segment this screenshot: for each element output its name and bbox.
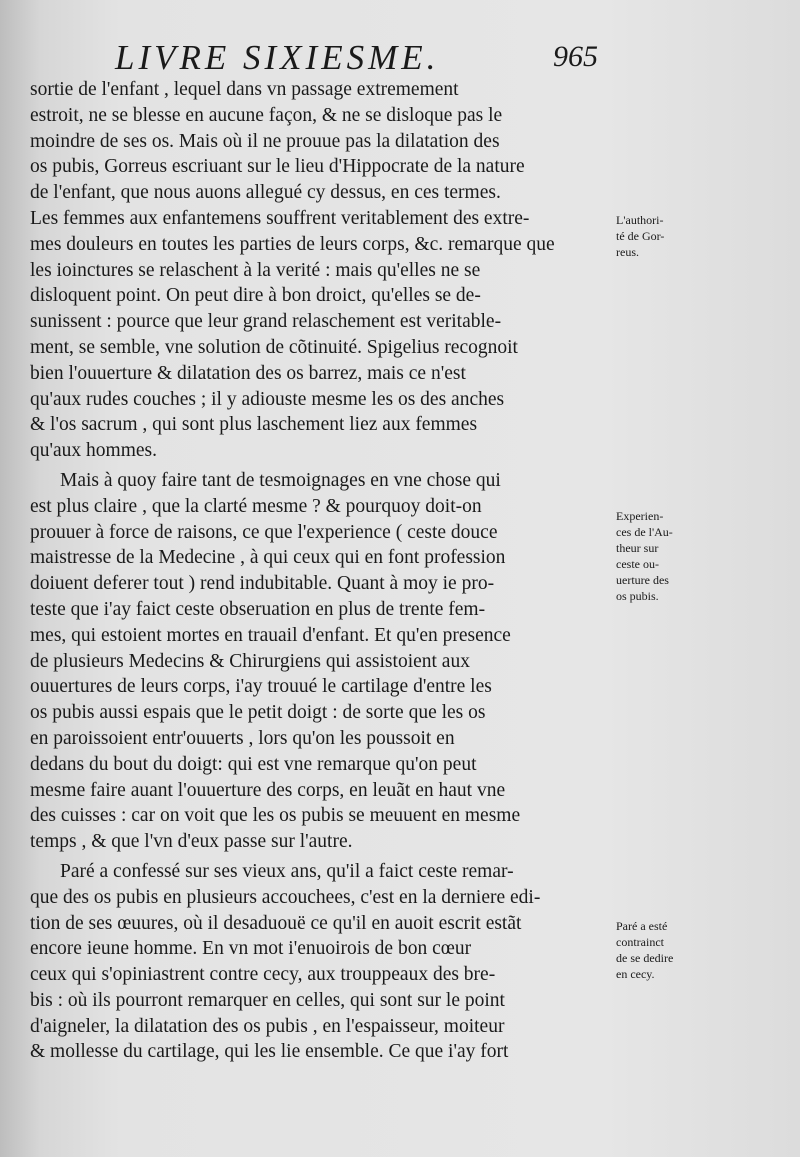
text-line: teste que i'ay faict ceste obseruation en plus de trente fem-	[30, 598, 486, 620]
text-line: moindre de ses os. Mais où il ne prouue pas la dilatation des	[30, 130, 500, 152]
margin-note-line: de se dedire	[616, 951, 674, 965]
text-line: mes douleurs en toutes les parties de leurs corps, &c. remarque que	[30, 233, 555, 255]
text-line: qu'aux hommes.	[30, 440, 157, 462]
text-line: de l'enfant, que nous auons allegué cy dessus, en ces termes.	[30, 182, 501, 204]
margin-note-line: contrainct	[616, 935, 664, 949]
text-line: disloquent point. On peut dire à bon droict, qu'elles se de-	[30, 285, 481, 307]
running-title: LIVRE SIXIESME.	[115, 38, 440, 77]
margin-note	[616, 508, 716, 604]
text-line: mes, qui estoient mortes en trauail d'enfant. Et qu'en presence	[30, 624, 511, 646]
text-line: & mollesse du cartilage, qui les lie ensemble. Ce que i'ay fort	[30, 1041, 509, 1063]
text-line: est plus claire , que la clarté mesme ? & pourquoy doit-on	[30, 495, 482, 517]
margin-note-line: té de Gor-	[616, 229, 665, 243]
text-line: qu'aux rudes couches ; il y adiouste mesme les os des anches	[30, 388, 505, 410]
text-line: os pubis, Gorreus escriuant sur le lieu d'Hippocrate de la nature	[30, 156, 525, 178]
text-line: encore ieune homme. En vn mot i'enuoirois de bon cœur	[30, 938, 472, 960]
text-line: en paroissoient entr'ouuerts , lors qu'on les poussoit en	[30, 727, 455, 749]
margin-note-line: ceste ou-	[616, 557, 659, 571]
text-line: de plusieurs Medecins & Chirurgiens qui assistoient aux	[30, 650, 470, 672]
text-line: sortie de l'enfant , lequel dans vn passage extremement	[30, 79, 459, 100]
margin-notes-column	[616, 0, 800, 1157]
margin-note-line: Paré a esté	[616, 919, 668, 933]
text-line: tion de ses œuures, où il desaduouë ce qu'il en auoit escrit estãt	[30, 912, 522, 934]
text-line: mesme faire auant l'ouuerture des corps, en leuãt en haut vne	[30, 779, 506, 801]
text-line: que des os pubis en plusieurs accouchees, c'est en la derniere edi-	[30, 886, 541, 908]
margin-note-line: reus.	[616, 245, 639, 259]
margin-note-line: theur sur	[616, 541, 659, 555]
margin-note-line: os pubis.	[616, 589, 659, 603]
margin-note-line: uerture des	[616, 573, 669, 587]
text-line: os pubis aussi espais que le petit doigt : de sorte que les os	[30, 702, 486, 724]
text-line: ment, se semble, vne solution de cõtinuité. Spigelius recognoit	[30, 336, 518, 358]
text-line: bien l'ouuerture & dilatation des os barrez, mais ce n'est	[30, 362, 466, 384]
paragraph-start-line: Mais à quoy faire tant de tesmoignages en vne chose qui	[60, 469, 501, 491]
main-text-column	[30, 77, 612, 1065]
text-line: Les femmes aux enfantemens souffrent veritablement des extre-	[30, 207, 530, 229]
margin-note	[616, 212, 716, 260]
text-line: doiuent deferer tout ) rend indubitable. Quant à moy ie pro-	[30, 573, 495, 595]
text-line: dedans du bout du doigt: qui est vne remarque qu'on peut	[30, 753, 477, 775]
margin-note-line: L'authori-	[616, 213, 664, 227]
text-line: bis : où ils pourront remarquer en celles, qui sont sur le point	[30, 989, 505, 1011]
text-line: les ioinctures se relaschent à la verité : mais qu'elles ne se	[30, 259, 481, 281]
text-line: & l'os sacrum , qui sont plus laschement liez aux femmes	[30, 414, 478, 436]
margin-note	[616, 918, 716, 982]
text-line: estroit, ne se blesse en aucune façon, & ne se disloque pas le	[30, 104, 503, 126]
text-line: temps , & que l'vn d'eux passe sur l'autre.	[30, 831, 353, 853]
text-line: ceux qui s'opiniastrent contre cecy, aux trouppeaux des bre-	[30, 964, 496, 986]
text-line: des cuisses : car on voit que les os pubis se meuuent en mesme	[30, 805, 521, 827]
margin-note-line: ces de l'Au-	[616, 525, 673, 539]
text-line: d'aigneler, la dilatation des os pubis , en l'espaisseur, moiteur	[30, 1015, 505, 1037]
text-line: sunissent : pource que leur grand relaschement est veritable-	[30, 311, 502, 333]
text-line: prouuer à force de raisons, ce que l'experience ( ceste douce	[30, 521, 498, 543]
margin-note-line: Experien-	[616, 509, 664, 523]
text-line: maistresse de la Medecine , à qui ceux qui en font profession	[30, 547, 506, 569]
paragraph-start-line: Paré a confessé sur ses vieux ans, qu'il a faict ceste remar-	[60, 860, 514, 882]
page-number: 965	[553, 40, 598, 73]
text-line: ouuertures de leurs corps, i'ay trouué le cartilage d'entre les	[30, 676, 492, 698]
margin-note-line: en cecy.	[616, 967, 655, 981]
